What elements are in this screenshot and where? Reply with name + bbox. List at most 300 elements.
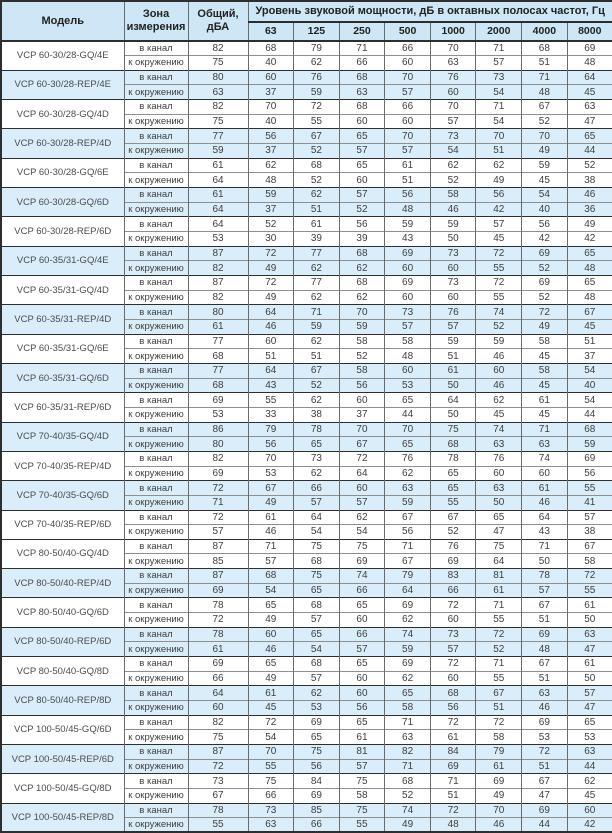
zone-cell: к окружению [124,788,188,803]
zone-cell: в канал [124,276,188,291]
band-level-cell-125: 52 [294,378,340,393]
band-level-cell-63: 54 [248,583,294,598]
model-cell: VCP 60-30/28-GQ/6D [1,188,124,217]
band-level-cell-250: 66 [339,56,385,71]
band-level-cell-4000: 60 [522,466,568,481]
band-level-cell-500: 70 [385,422,431,437]
band-level-cell-63: 30 [248,232,294,247]
total-dba-cell: 72 [188,613,248,628]
band-level-cell-1000: 73 [430,129,476,144]
total-dba-cell: 64 [188,686,248,701]
table-row [1,422,612,437]
band-level-cell-2000: 45 [476,232,522,247]
total-dba-cell: 61 [188,319,248,334]
band-level-cell-63: 60 [248,334,294,349]
band-level-cell-2000: 72 [476,715,522,730]
zone-cell: в канал [124,510,188,525]
band-level-cell-8000: 61 [567,657,612,672]
total-dba-cell: 68 [188,349,248,364]
band-level-cell-250: 39 [339,232,385,247]
band-level-cell-1000: 59 [430,217,476,232]
band-level-cell-500: 48 [385,202,431,217]
band-level-cell-8000: 46 [567,188,612,203]
band-level-cell-8000: 38 [567,525,612,540]
band-level-cell-2000: 59 [476,334,522,349]
band-level-cell-250: 58 [339,788,385,803]
column-header-total: Общий, дБА [188,1,248,41]
band-level-cell-250: 58 [339,334,385,349]
table-row [1,305,612,320]
band-level-cell-8000: 55 [567,481,612,496]
band-level-cell-500: 60 [385,56,431,71]
band-level-cell-8000: 61 [567,598,612,613]
band-level-cell-1000: 65 [430,466,476,481]
band-level-cell-4000: 51 [522,56,568,71]
total-dba-cell: 73 [188,774,248,789]
band-level-cell-63: 49 [248,671,294,686]
band-level-cell-63: 37 [248,144,294,159]
band-level-cell-250: 60 [339,613,385,628]
band-level-cell-250: 54 [339,525,385,540]
band-level-cell-4000: 52 [522,114,568,129]
band-level-cell-250: 57 [339,642,385,657]
table-row [1,803,612,818]
band-level-cell-125: 56 [294,759,340,774]
total-dba-cell: 55 [188,818,248,833]
band-level-cell-250: 57 [339,759,385,774]
total-dba-cell: 87 [188,539,248,554]
band-level-cell-4000: 71 [522,70,568,85]
band-level-cell-250: 57 [339,144,385,159]
band-level-cell-125: 69 [294,715,340,730]
column-header-model: Модель [1,1,124,41]
band-level-cell-125: 84 [294,774,340,789]
band-level-cell-8000: 51 [567,334,612,349]
band-level-cell-8000: 65 [567,129,612,144]
zone-cell: в канал [124,569,188,584]
band-level-cell-125: 68 [294,657,340,672]
band-level-cell-1000: 62 [430,158,476,173]
band-level-cell-1000: 71 [430,774,476,789]
band-level-cell-125: 77 [294,246,340,261]
band-level-cell-63: 66 [248,788,294,803]
band-level-cell-250: 62 [339,510,385,525]
total-dba-cell: 60 [188,701,248,716]
zone-cell: к окружению [124,261,188,276]
band-level-cell-4000: 49 [522,144,568,159]
band-level-cell-4000: 48 [522,642,568,657]
band-level-cell-63: 65 [248,598,294,613]
band-level-cell-8000: 44 [567,407,612,422]
band-level-cell-1000: 75 [430,422,476,437]
band-level-cell-125: 62 [294,188,340,203]
total-dba-cell: 86 [188,422,248,437]
zone-cell: в канал [124,334,188,349]
total-dba-cell: 75 [188,730,248,745]
band-level-cell-4000: 67 [522,657,568,672]
band-level-cell-63: 57 [248,554,294,569]
band-level-cell-125: 62 [294,466,340,481]
band-level-cell-500: 69 [385,246,431,261]
zone-cell: в канал [124,803,188,818]
band-level-cell-125: 64 [294,510,340,525]
band-level-cell-500: 61 [385,158,431,173]
band-level-cell-63: 46 [248,319,294,334]
zone-cell: к окружению [124,173,188,188]
zone-cell: к окружению [124,701,188,716]
band-level-cell-2000: 52 [476,642,522,657]
band-level-cell-63: 68 [248,569,294,584]
total-dba-cell: 75 [188,56,248,71]
model-cell: VCP 60-30/28-GQ/4E [1,41,124,70]
band-level-cell-250: 65 [339,657,385,672]
band-level-cell-250: 56 [339,701,385,716]
band-level-cell-250: 66 [339,583,385,598]
table-row [1,627,612,642]
band-level-cell-125: 75 [294,745,340,760]
band-level-cell-8000: 60 [567,803,612,818]
band-level-cell-125: 78 [294,422,340,437]
band-level-cell-500: 56 [385,188,431,203]
model-cell: VCP 60-35/31-GQ/6E [1,334,124,363]
band-level-cell-250: 60 [339,114,385,129]
band-level-cell-250: 71 [339,41,385,56]
total-dba-cell: 72 [188,759,248,774]
model-cell: VCP 60-35/31-GQ/4E [1,246,124,275]
band-level-cell-8000: 65 [567,715,612,730]
band-level-cell-125: 62 [294,56,340,71]
band-level-cell-1000: 76 [430,539,476,554]
band-level-cell-2000: 45 [476,407,522,422]
total-dba-cell: 87 [188,569,248,584]
band-level-cell-1000: 64 [430,393,476,408]
band-level-cell-500: 66 [385,41,431,56]
band-level-cell-4000: 61 [522,481,568,496]
band-level-cell-8000: 56 [567,466,612,481]
band-level-cell-1000: 61 [430,730,476,745]
band-level-cell-8000: 48 [567,261,612,276]
band-level-cell-1000: 52 [430,525,476,540]
band-level-cell-4000: 44 [522,818,568,833]
band-level-cell-500: 69 [385,276,431,291]
band-level-cell-500: 51 [385,173,431,188]
model-cell: VCP 60-30/28-REP/4E [1,70,124,99]
zone-cell: к окружению [124,319,188,334]
model-cell: VCP 60-30/28-GQ/4D [1,100,124,129]
band-level-cell-4000: 69 [522,276,568,291]
band-level-cell-8000: 48 [567,290,612,305]
band-level-cell-500: 57 [385,144,431,159]
zone-cell: к окружению [124,495,188,510]
band-level-cell-500: 57 [385,319,431,334]
band-level-cell-63: 49 [248,290,294,305]
total-dba-cell: 68 [188,378,248,393]
total-dba-cell: 77 [188,363,248,378]
band-level-cell-63: 59 [248,188,294,203]
band-level-cell-63: 37 [248,202,294,217]
total-dba-cell: 82 [188,261,248,276]
band-level-cell-2000: 71 [476,598,522,613]
table-body [1,41,612,832]
model-cell: VCP 60-30/28-REP/6D [1,217,124,246]
band-level-cell-1000: 58 [430,188,476,203]
zone-cell: в канал [124,598,188,613]
band-level-cell-250: 56 [339,378,385,393]
band-level-cell-500: 67 [385,510,431,525]
band-level-cell-125: 73 [294,451,340,466]
total-dba-cell: 69 [188,657,248,672]
total-dba-cell: 80 [188,305,248,320]
band-level-cell-1000: 73 [430,276,476,291]
total-dba-cell: 80 [188,70,248,85]
band-level-cell-1000: 72 [430,598,476,613]
band-level-cell-500: 74 [385,627,431,642]
band-level-cell-1000: 60 [430,671,476,686]
band-level-cell-250: 68 [339,246,385,261]
band-level-cell-125: 53 [294,701,340,716]
band-level-cell-500: 70 [385,70,431,85]
band-level-cell-250: 69 [339,554,385,569]
model-cell: VCP 60-35/31-REP/6D [1,393,124,422]
column-header-freq-63: 63 [248,22,294,41]
band-level-cell-8000: 52 [567,158,612,173]
band-level-cell-250: 68 [339,70,385,85]
total-dba-cell: 66 [188,671,248,686]
band-level-cell-125: 76 [294,70,340,85]
band-level-cell-2000: 70 [476,129,522,144]
band-level-cell-2000: 55 [476,290,522,305]
band-level-cell-63: 70 [248,745,294,760]
band-level-cell-500: 59 [385,217,431,232]
band-level-cell-2000: 49 [476,788,522,803]
table-row [1,745,612,760]
zone-cell: в канал [124,246,188,261]
band-level-cell-2000: 72 [476,276,522,291]
band-level-cell-125: 54 [294,642,340,657]
band-level-cell-4000: 45 [522,173,568,188]
band-level-cell-4000: 67 [522,774,568,789]
band-level-cell-2000: 70 [476,803,522,818]
band-level-cell-125: 66 [294,818,340,833]
band-level-cell-63: 48 [248,173,294,188]
band-level-cell-1000: 76 [430,305,476,320]
band-level-cell-63: 64 [248,363,294,378]
column-header-freq-500: 500 [385,22,431,41]
band-level-cell-1000: 67 [430,510,476,525]
band-level-cell-125: 59 [294,85,340,100]
band-level-cell-125: 69 [294,788,340,803]
band-level-cell-250: 72 [339,451,385,466]
total-dba-cell: 69 [188,393,248,408]
band-level-cell-1000: 52 [430,173,476,188]
band-level-cell-2000: 42 [476,202,522,217]
band-level-cell-250: 68 [339,100,385,115]
zone-cell: в канал [124,774,188,789]
band-level-cell-250: 58 [339,363,385,378]
band-level-cell-8000: 65 [567,246,612,261]
model-cell: VCP 80-50/40-GQ/4D [1,539,124,568]
band-level-cell-4000: 72 [522,745,568,760]
band-level-cell-500: 60 [385,114,431,129]
band-level-cell-1000: 51 [430,349,476,364]
band-level-cell-125: 59 [294,319,340,334]
band-level-cell-2000: 63 [476,481,522,496]
band-level-cell-1000: 48 [430,818,476,833]
zone-cell: к окружению [124,85,188,100]
zone-cell: к окружению [124,290,188,305]
band-level-cell-125: 55 [294,114,340,129]
band-level-cell-125: 68 [294,598,340,613]
band-level-cell-4000: 40 [522,202,568,217]
band-level-cell-2000: 51 [476,144,522,159]
total-dba-cell: 82 [188,100,248,115]
band-level-cell-250: 65 [339,598,385,613]
band-level-cell-8000: 62 [567,774,612,789]
band-level-cell-63: 72 [248,246,294,261]
band-level-cell-4000: 61 [522,393,568,408]
zone-cell: в канал [124,305,188,320]
band-level-cell-63: 73 [248,803,294,818]
zone-cell: в канал [124,451,188,466]
total-dba-cell: 77 [188,334,248,349]
table-row [1,276,612,291]
band-level-cell-2000: 76 [476,451,522,466]
zone-cell: в канал [124,393,188,408]
band-level-cell-250: 56 [339,217,385,232]
band-level-cell-4000: 43 [522,525,568,540]
band-level-cell-2000: 71 [476,100,522,115]
band-level-cell-1000: 60 [430,85,476,100]
band-level-cell-500: 60 [385,261,431,276]
band-level-cell-4000: 50 [522,554,568,569]
band-level-cell-63: 72 [248,715,294,730]
column-header-freq-8000: 8000 [567,22,612,41]
band-level-cell-1000: 66 [430,583,476,598]
band-level-cell-4000: 59 [522,158,568,173]
table-row [1,100,612,115]
column-header-freq-1000: 1000 [430,22,476,41]
model-cell: VCP 100-50/45-REP/8D [1,803,124,832]
total-dba-cell: 78 [188,803,248,818]
band-level-cell-500: 69 [385,598,431,613]
band-level-cell-250: 75 [339,803,385,818]
band-level-cell-63: 40 [248,56,294,71]
zone-cell: к окружению [124,349,188,364]
band-level-cell-8000: 45 [567,85,612,100]
band-level-cell-1000: 57 [430,114,476,129]
band-level-cell-4000: 69 [522,246,568,261]
band-level-cell-4000: 45 [522,407,568,422]
band-level-cell-250: 70 [339,422,385,437]
band-level-cell-63: 56 [248,129,294,144]
band-level-cell-2000: 57 [476,56,522,71]
band-level-cell-1000: 59 [430,334,476,349]
band-level-cell-1000: 70 [430,100,476,115]
band-level-cell-250: 81 [339,745,385,760]
band-level-cell-63: 60 [248,627,294,642]
band-level-cell-8000: 54 [567,393,612,408]
band-level-cell-63: 54 [248,730,294,745]
zone-cell: к окружению [124,202,188,217]
band-level-cell-63: 33 [248,407,294,422]
band-level-cell-2000: 50 [476,495,522,510]
column-header-spl-group: Уровень звуковой мощности, дБ в октавных полосах частот, Гц [248,1,612,22]
band-level-cell-500: 62 [385,671,431,686]
band-level-cell-125: 71 [294,305,340,320]
model-cell: VCP 70-40/35-REP/4D [1,451,124,480]
band-level-cell-63: 49 [248,613,294,628]
band-level-cell-500: 65 [385,686,431,701]
band-level-cell-500: 71 [385,715,431,730]
band-level-cell-8000: 54 [567,363,612,378]
zone-cell: в канал [124,129,188,144]
band-level-cell-2000: 62 [476,393,522,408]
band-level-cell-8000: 58 [567,554,612,569]
model-cell: VCP 100-50/45-GQ/6D [1,715,124,744]
band-level-cell-250: 57 [339,188,385,203]
band-level-cell-250: 60 [339,686,385,701]
band-level-cell-8000: 44 [567,759,612,774]
model-cell: VCP 60-30/28-GQ/6E [1,158,124,187]
band-level-cell-2000: 72 [476,627,522,642]
zone-cell: к окружению [124,671,188,686]
band-level-cell-4000: 45 [522,349,568,364]
zone-cell: в канал [124,188,188,203]
band-level-cell-8000: 41 [567,495,612,510]
zone-cell: в канал [124,217,188,232]
band-level-cell-8000: 37 [567,349,612,364]
band-level-cell-4000: 69 [522,803,568,818]
band-level-cell-250: 60 [339,393,385,408]
model-cell: VCP 80-50/40-REP/4D [1,569,124,598]
total-dba-cell: 78 [188,627,248,642]
band-level-cell-63: 37 [248,85,294,100]
band-level-cell-1000: 73 [430,246,476,261]
total-dba-cell: 77 [188,129,248,144]
table-row [1,715,612,730]
band-level-cell-63: 46 [248,525,294,540]
band-level-cell-8000: 57 [567,510,612,525]
band-level-cell-8000: 50 [567,671,612,686]
band-level-cell-500: 69 [385,657,431,672]
zone-cell: в канал [124,422,188,437]
band-level-cell-4000: 58 [522,334,568,349]
total-dba-cell: 82 [188,290,248,305]
band-level-cell-2000: 65 [476,510,522,525]
zone-cell: к окружению [124,407,188,422]
zone-cell: в канал [124,41,188,56]
band-level-cell-125: 67 [294,363,340,378]
band-level-cell-1000: 60 [430,261,476,276]
band-level-cell-1000: 50 [430,378,476,393]
band-level-cell-63: 49 [248,261,294,276]
band-level-cell-500: 79 [385,569,431,584]
band-level-cell-125: 65 [294,437,340,452]
band-level-cell-500: 73 [385,305,431,320]
total-dba-cell: 87 [188,276,248,291]
band-level-cell-250: 52 [339,349,385,364]
band-level-cell-2000: 54 [476,85,522,100]
band-level-cell-2000: 75 [476,539,522,554]
band-level-cell-500: 63 [385,730,431,745]
column-header-freq-2000: 2000 [476,22,522,41]
zone-cell: в канал [124,100,188,115]
band-level-cell-250: 67 [339,437,385,452]
band-level-cell-500: 53 [385,378,431,393]
band-level-cell-125: 52 [294,173,340,188]
band-level-cell-125: 62 [294,290,340,305]
model-cell: VCP 80-50/40-REP/8D [1,686,124,715]
